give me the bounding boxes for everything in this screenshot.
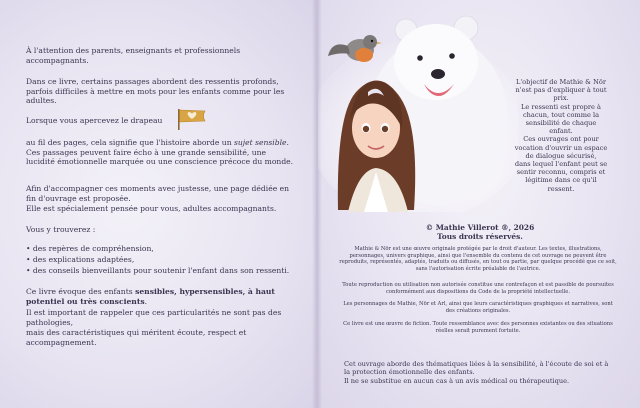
list-item: • des explications adaptées, (26, 255, 294, 266)
message-line: sentir reconnu, compris et (516, 168, 606, 177)
paragraph-5 (26, 287, 294, 306)
list-intro: Vous y trouverez : (26, 225, 96, 234)
flag-heart-icon (176, 108, 208, 130)
message-line: Le ressenti est propre à (521, 102, 601, 111)
paragraph-6: Il est important de rappeler que ces particularités ne sont pas des pathologies, (26, 308, 282, 327)
message-line: prix. (553, 94, 569, 103)
message-line: chacun, tout comme la (522, 110, 600, 119)
copyright-text: © Mathie Villerot ®, 2026 (425, 223, 535, 232)
message-line: légitime dans ce qu'il (525, 176, 597, 185)
disclaimer-text-2: Il ne se substitue en aucun cas à un avis médical ou thérapeutique. (344, 376, 570, 385)
message-line: de dialogue sécurisé, (525, 151, 597, 160)
list-item: • des repères de compréhension, (26, 244, 294, 255)
paragraph-5-start: Ce livre évoque des enfants (26, 287, 136, 296)
girl-bear-bird-illustration (318, 0, 518, 212)
paragraph-7: mais des caractéristiques qui méritent écoute, respect et accompagnement. (26, 328, 247, 347)
message-line: enfant. (549, 127, 573, 136)
disclaimer-text-1: Cet ouvrage aborde des thématiques liées à la sensibilité, à l'écoute de soi et à la protection émotionnelle des enfants. (344, 360, 609, 377)
paragraph-1: Dans ce livre, certains passages abordent des ressentis profonds, parfois difficiles à mettre en mots pour les enfants comme pour les adultes. (26, 77, 285, 106)
legal-notice-1: Mathie & Nör est une œuvre originale protégée par le droit d'auteur. Les textes, illustrations, personnages, univers graphique, ainsi que l'ensemble du contenu de cet ouvrage ne peuvent être reproduits, représentés, adaptés, traduits ou diffusés, en tout ou partie, par quelque procédé que ce soit, sans l'autorisation écrite préalable de l'autrice. (339, 246, 617, 272)
resources-list (26, 244, 294, 276)
objective-message (498, 78, 624, 193)
disclaimer-block (344, 360, 614, 385)
copyright-block (360, 223, 600, 241)
intro-text: À l'attention des parents, enseignants et professionnels accompagnants. (26, 46, 241, 65)
legal-notice-4: Ce livre est une œuvre de fiction. Toute ressemblance avec des personnes existantes ou des situations réelles serait purement fortuite. (343, 321, 613, 334)
paragraph-2 (26, 138, 294, 167)
paragraph-5-end: . (144, 296, 148, 306)
message-line: ressent. (547, 184, 575, 193)
sensitive-subject-text: sujet sensible (234, 138, 287, 147)
rights-reserved-text: Tous droits réservés. (437, 232, 523, 242)
legal-notice-2: Toute reproduction ou utilisation non autorisée constitue une contrefaçon et est passible de poursuites conformément aux dispositions du Code de la propriété intellectuelle. (342, 282, 614, 295)
message-line: sensibilité de chaque (525, 119, 597, 128)
paragraph-2-end: . Ces passages peuvent faire écho à une grande sensibilité, une lucidité émotionnelle marquée ou une conscience précoce du monde. (26, 138, 294, 167)
message-line: dans lequel l'enfant peut se (514, 160, 608, 169)
paragraph-4: Elle est spécialement pensée pour vous, adultes accompagnants. (26, 204, 277, 213)
message-line: L'objectif de Mathie & Nör (515, 78, 607, 86)
message-line: n'est pas d'expliquer à tout (515, 86, 607, 95)
paragraph-2-start: au fil des pages, cela signifie que l'histoire aborde un (26, 138, 235, 147)
paragraph-3: Afin d'accompagner ces moments avec justesse, une page dédiée en fin d'ouvrage est proposée. (26, 184, 289, 203)
flag-intro-text: Lorsque vous apercevez le drapeau (26, 116, 163, 125)
message-line: vocation d'ouvrir un espace (514, 143, 608, 152)
sensitive-children-text: sensibles, hypersensibles, à haut potentiel ou très conscients (26, 287, 275, 306)
list-item: • des conseils bienveillants pour soutenir l'enfant dans son ressenti. (26, 266, 294, 277)
message-line: Ces ouvrages ont pour (523, 135, 599, 144)
legal-notice-3: Les personnages de Mathie, Nör et Arl, ainsi que leurs caractéristiques graphiques et narratives, sont des créations originales. (343, 301, 613, 314)
